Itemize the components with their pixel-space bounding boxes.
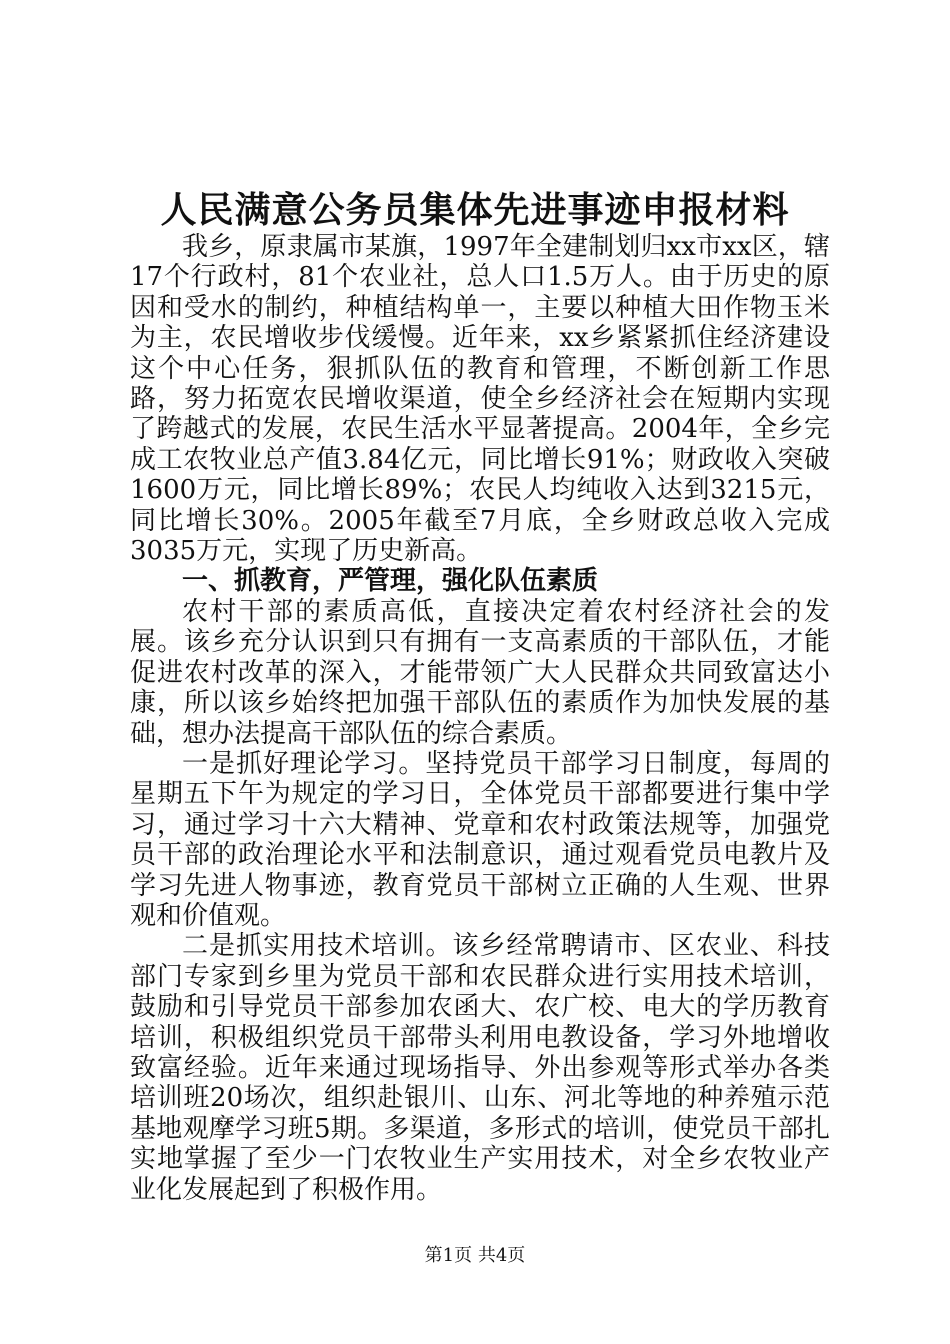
training-paragraph: 二是抓实用技术培训。该乡经常聘请市、区农业、科技部门专家到乡里为党员干部和农民群众进行实用技术培训，鼓励和引导党员干部参加农函大、农广校、电大的学历教育培训，积极组织党员干部带头利用电教设备，学习外地增收致富经验。近年来通过现场指导、外出参观等形式举办各类培训班20场次，组织赴银川、山东、河北等地的种养殖示范基地观摩学习班5期。多渠道，多形式的培训，使党员干部扎实地掌握了至少一门农牧业生产实用技术，对全乡农牧业产业化发展起到了积极作用。 — [130, 931, 830, 1205]
section-paragraph: 农村干部的素质高低，直接决定着农村经济社会的发展。该乡充分认识到只有拥有一支高素质的干部队伍，才能促进农村改革的深入，才能带领广大人民群众共同致富达小康，所以该乡始终把加强干部队伍的素质作为加快发展的基础，想办法提高干部队伍的综合素质。 — [130, 596, 830, 749]
theory-study-paragraph: 一是抓好理论学习。坚持党员干部学习日制度，每周的星期五下午为规定的学习日，全体党员干部都要进行集中学习，通过学习十六大精神、党章和农村政策法规等，加强党员干部的政治理论水平和法制意识，通过观看党员电教片及学习先进人物事迹，教育党员干部树立正确的人生观、世界观和价值观。 — [130, 748, 830, 931]
section-heading: 一、抓教育，严管理，强化队伍素质 — [182, 566, 599, 597]
page-footer: 第1页 共4页 — [424, 1245, 526, 1266]
intro-paragraph: 我乡，原隶属市某旗，1997年全建制划归xx市xx区，辖17个行政村，81个农业社，总人口1.5万人。由于历史的原因和受水的制约，种植结构单一，主要以种植大田作物玉米为主，农民增收步伐缓慢。近年来，xx乡紧紧抓住经济建设这个中心任务，狠抓队伍的教育和管理，不断创新工作思路，努力拓宽农民增收渠道，使全乡经济社会在短期内实现了跨越式的发展，农民生活水平显著提高。2004年，全乡完成工农牧业总产值3.84亿元，同比增长91%；财政收入突破1600万元，同比增长89%；农民人均纯收入达到3215元，同比增长30%。2005年截至7月底，全乡财政总收入完成3035万元，实现了历史新高。 — [130, 232, 830, 567]
document-body — [130, 232, 830, 1205]
document-title: 人民满意公务员集体先进事迹申报材料 — [160, 189, 790, 231]
